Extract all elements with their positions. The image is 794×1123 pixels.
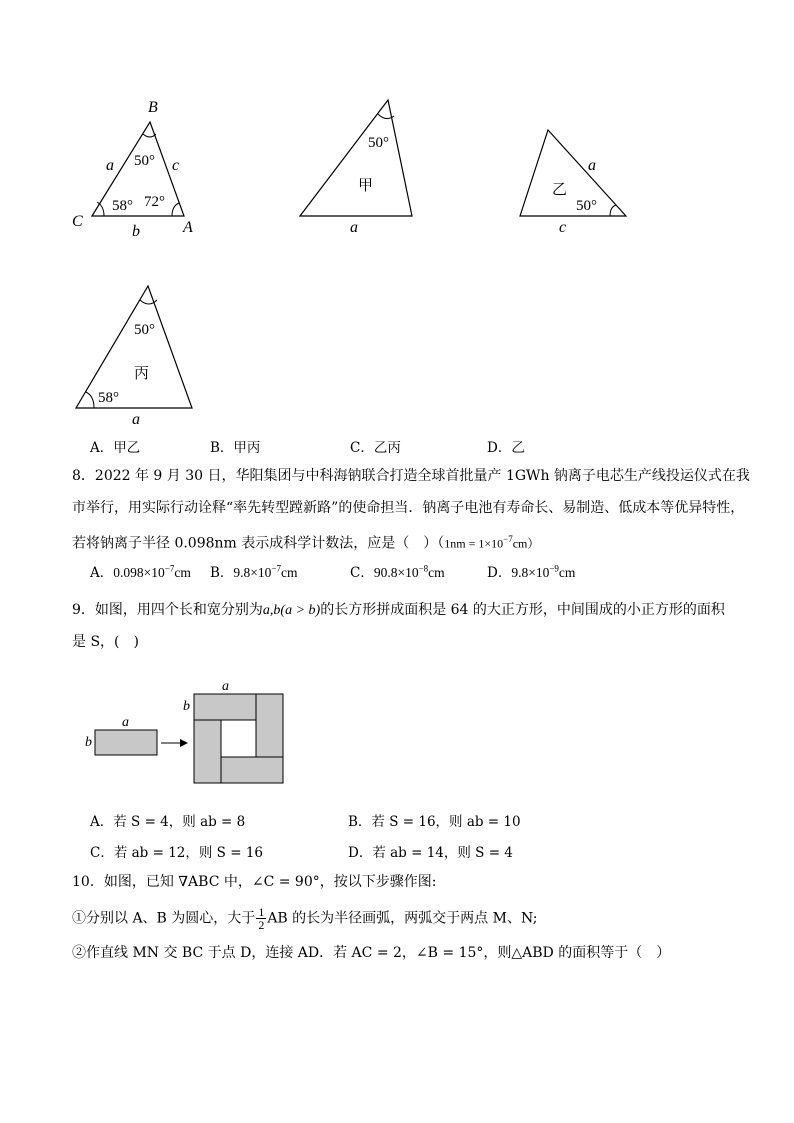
q10-step2: ②作直线 MN 交 BC 于点 D，连接 AD．若 AC = 2，∠B = 15°，则△ABD 的面积等于（ ）	[72, 945, 671, 961]
yi-side-a: a	[588, 157, 596, 174]
label-angle-b: 50°	[134, 153, 155, 169]
q9-option-a[interactable]: A．若 S = 4，则 ab = 8	[90, 814, 246, 830]
q8-opt-c-exp: −8	[418, 563, 429, 574]
q8-option-a[interactable]	[90, 561, 191, 581]
q9-line1-a: 9．如图，用四个长和宽分别为	[72, 602, 263, 618]
q7-option-d[interactable]: D．乙	[487, 440, 525, 456]
triangle-abc-figure	[60, 90, 210, 240]
q8-option-d[interactable]	[487, 561, 575, 581]
q8-opt-b-exp: −7	[271, 563, 281, 574]
q10-fraction	[256, 906, 266, 931]
q7-option-c[interactable]: C．乙丙	[350, 440, 401, 456]
q9-option-c[interactable]: C．若 ab = 12，则 S = 16	[90, 845, 263, 861]
label-side-a: a	[106, 157, 114, 174]
q9-line1-b: 的长方形拼成面积是 64 的大正方形，中间围成的小正方形的面积	[320, 602, 725, 618]
q8-line1: 8．2022 年 9 月 30 日，华阳集团与中科海钠联合打造全球首批量产 1GWh 钠离子电芯生产线投运仪式在我	[72, 468, 750, 484]
q9-line1-paren: (a > b)	[280, 603, 321, 618]
q9-rectangle-figure	[84, 676, 304, 790]
yi-angle: 50°	[576, 198, 597, 214]
q8-opt-a-val: 0.098×10	[113, 565, 165, 580]
jia-name: 甲	[358, 178, 374, 194]
q10-frac-den: 2	[258, 918, 265, 932]
q10-step1	[72, 906, 537, 931]
q9-line1-math: a,b	[262, 603, 281, 618]
label-side-b: b	[132, 223, 140, 240]
q8-opt-a-exp: −7	[164, 563, 175, 574]
q8-opt-b-unit: cm	[281, 565, 298, 580]
q8-line3	[72, 529, 539, 554]
label-angle-a: 72°	[144, 194, 165, 210]
q8-opt-d-label: D．	[487, 565, 512, 581]
triangle-bing-figure	[66, 282, 206, 432]
q9-line1	[72, 600, 725, 621]
q9-option-d[interactable]: D．若 ab = 14，则 S = 4	[348, 845, 513, 861]
triangle-jia-figure	[290, 92, 430, 242]
q8-opt-c-label: C．	[350, 565, 374, 581]
q8-opt-a-label: A．	[90, 565, 114, 581]
q8-opt-d-exp: −9	[549, 563, 559, 574]
q8-opt-b-label: B．	[210, 565, 234, 581]
label-angle-c: 58°	[112, 198, 133, 214]
q8-line2: 市举行，用实际行动诠释“率先转型蹚新路”的使命担当．钠离子电池有寿命长、易制造、低成本等优异特性，	[72, 500, 745, 516]
q8-option-c[interactable]	[350, 561, 445, 581]
jia-side: a	[350, 219, 358, 236]
q8-opt-c-unit: cm	[428, 565, 445, 580]
q9-small-b: b	[85, 735, 92, 750]
q8-opt-d-unit: cm	[558, 565, 576, 580]
yi-name: 乙	[552, 182, 568, 198]
q10-step1-post: AB 的长为半径画弧，两弧交于两点 M、N;	[267, 910, 538, 927]
bing-name: 丙	[134, 366, 150, 382]
q8-opt-b-val: 9.8×10	[233, 565, 272, 580]
q9-small-a: a	[122, 715, 129, 730]
q7-option-a[interactable]: A．甲乙	[90, 440, 141, 456]
q8-unit-exp: −7	[503, 534, 513, 544]
q8-opt-c-val: 90.8×10	[373, 565, 419, 580]
bing-angle-top: 50°	[134, 322, 155, 338]
q7-option-b[interactable]: B．甲丙	[210, 440, 261, 456]
q10-line1: 10．如图，已知 ∇ABC 中，∠C = 90°，按以下步骤作图:	[72, 874, 437, 890]
q10-frac-num: 1	[258, 905, 265, 919]
label-c-vertex: C	[72, 213, 83, 230]
q8-unit-def: 1nm = 1×10	[444, 536, 504, 551]
yi-side-c: c	[559, 219, 567, 236]
q8-opt-a-unit: cm	[174, 565, 191, 580]
triangle-yi-figure	[510, 120, 640, 240]
q9-big-b: b	[183, 699, 190, 714]
q8-line3-text: 若将钠离子半径 0.098nm 表示成科学计数法，应是（ ）（	[72, 535, 445, 552]
q9-line2: 是 S，( )	[72, 634, 139, 650]
q9-option-b[interactable]: B．若 S = 16，则 ab = 10	[348, 814, 521, 830]
label-a-vertex: A	[183, 219, 193, 236]
q8-unit-end: cm）	[512, 536, 540, 551]
bing-angle-left: 58°	[98, 390, 119, 406]
q8-option-b[interactable]	[210, 561, 298, 581]
label-b-vertex: B	[148, 99, 158, 116]
q10-step1-pre: ①分别以 A、B 为圆心，大于	[72, 910, 256, 927]
q9-big-a: a	[222, 679, 229, 694]
bing-side: a	[132, 411, 140, 428]
jia-angle: 50°	[368, 135, 389, 151]
label-side-c: c	[172, 157, 180, 174]
q8-opt-d-val: 9.8×10	[511, 565, 550, 580]
